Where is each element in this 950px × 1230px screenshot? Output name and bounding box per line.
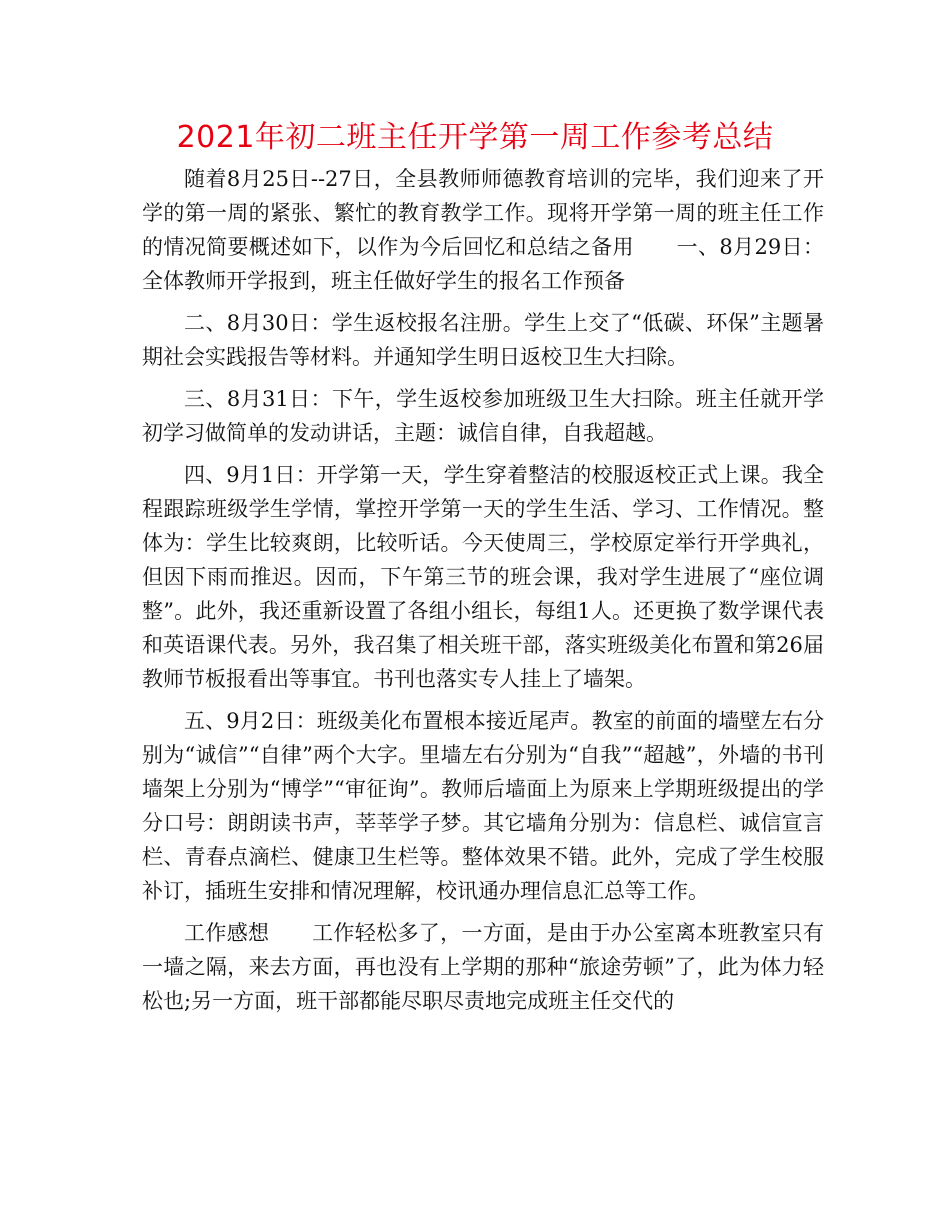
- paragraph-item-3: 三、8月31日：下午，学生返校参加班级卫生大扫除。班主任就开学初学习做简单的发动讲话，主题：诚信自律，自我超越。: [142, 387, 824, 445]
- paragraph-item-2: 二、8月30日：学生返校报名注册。学生上交了“低碳、环保”主题暑期社会实践报告等材料。并通知学生明日返校卫生大扫除。: [142, 311, 824, 369]
- paragraph-intro: 随着8月25日--27日，全县教师师德教育培训的完毕，我们迎来了开学的第一周的紧张、繁忙的教育教学工作。现将开学第一周的班主任工作的情况简要概述如下，以作为今后回忆和总结之备用 一、8月29日：全体教师开学报到，班主任做好学生的报名工作预备: [142, 167, 824, 293]
- document-body: [142, 162, 824, 1018]
- paragraph-item-4: 四、9月1日：开学第一天，学生穿着整洁的校服返校正式上课。我全程跟踪班级学生学情，掌控开学第一天的学生生活、学习、工作情况。整体为：学生比较爽朗，比较听话。今天使周三，学校原定举行开学典礼，但因下雨而推迟。因而，下午第三节的班会课，我对学生进展了“座位调整”。此外，我还重新设置了各组小组长，每组1人。还更换了数学课代表和英语课代表。另外，我召集了相关班干部，落实班级美化布置和第26届教师节板报看出等事宜。书刊也落实专人挂上了墙架。: [142, 463, 824, 691]
- document-title: 2021年初二班主任开学第一周工作参考总结: [176, 120, 774, 155]
- paragraph-reflection: 工作感想 工作轻松多了，一方面，是由于办公室离本班教室只有一墙之隔，来去方面，再也没有上学期的那种“旅途劳顿”了，此为体力轻松也;另一方面，班干部都能尽职尽责地完成班主任交代的: [142, 921, 824, 1013]
- paragraph-item-5: 五、9月2日：班级美化布置根本接近尾声。教室的前面的墙壁左右分别为“诚信”“自律”两个大字。里墙左右分别为“自我”“超越”，外墙的书刊墙架上分别为“博学”“审征询”。教师后墙面上为原来上学期班级提出的学分口号：朗朗读书声，莘莘学子梦。其它墙角分别为：信息栏、诚信宣言栏、青春点滴栏、健康卫生栏等。整体效果不错。此外，完成了学生校服补订，插班生安排和情况理解，校讯通办理信息汇总等工作。: [142, 709, 824, 903]
